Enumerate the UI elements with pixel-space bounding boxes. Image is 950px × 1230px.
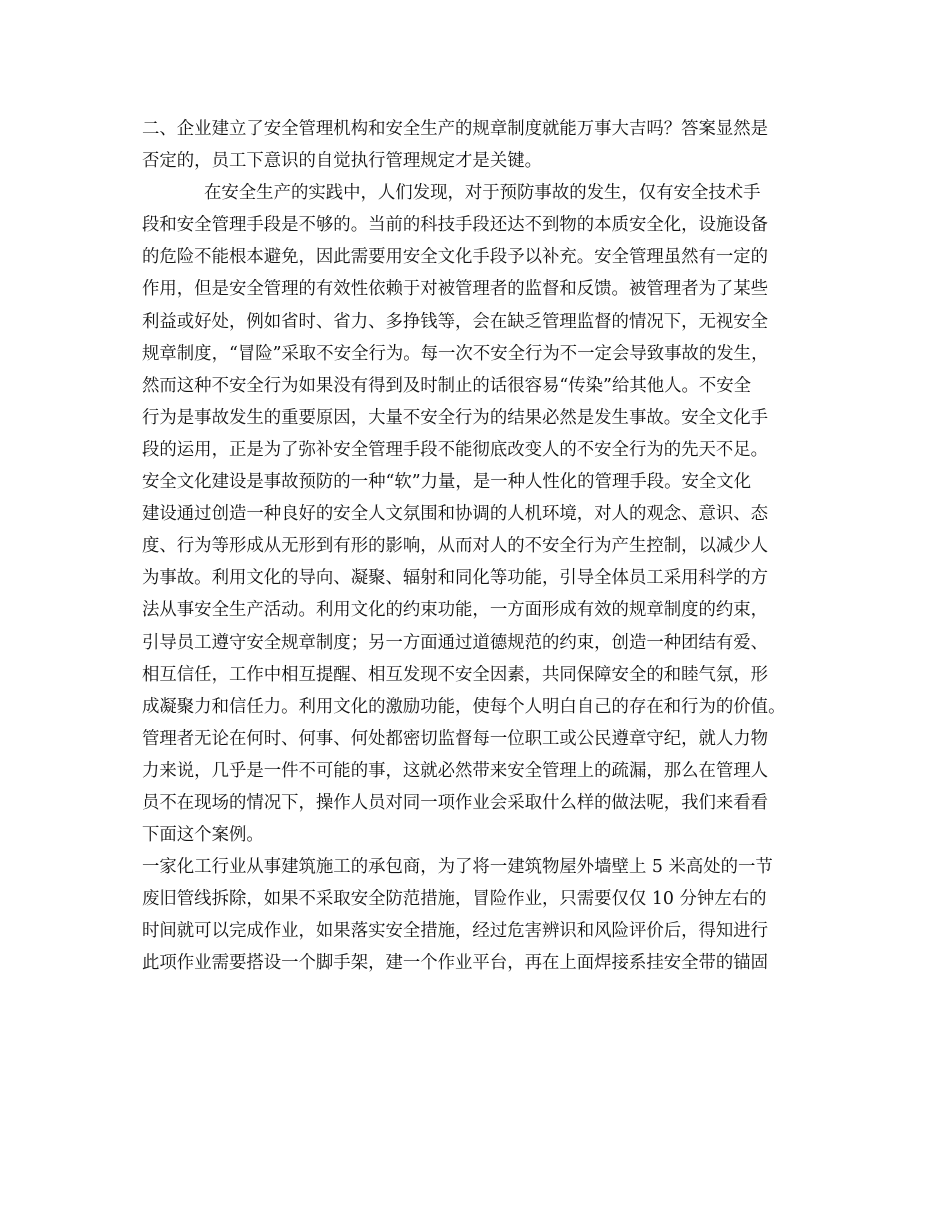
text-line: 员不在现场的情况下，操作人员对同一项作业会采取什么样的做法呢，我们来看看	[142, 792, 769, 813]
paragraph-first-line: 在安全生产的实践中，人们发现，对于预防事故的发生，仅有安全技术手	[204, 183, 761, 204]
text-line: 管理者无论在何时、何事、何处都密切监督每一位职工或公民遵章守纪，就人力物	[142, 728, 769, 749]
text-line: 为事故。利用文化的导向、凝聚、辐射和同化等功能，引导全体员工采用科学的方	[142, 568, 769, 589]
text-line: 引导员工遵守安全规章制度；另一方面通过道德规范的约束，创造一种团结有爱、	[142, 632, 769, 653]
text-line: 相互信任，工作中相互提醒、相互发现不安全因素，共同保障安全的和睦气氛，形	[142, 664, 769, 685]
text-line: 一家化工行业从事建筑施工的承包商，为了将一建筑物屋外墙壁上 5 米高处的一节	[142, 857, 773, 878]
text-line: 二、企业建立了安全管理机构和安全生产的规章制度就能万事大吉吗？答案显然是	[142, 119, 769, 139]
text-line: 的危险不能根本避免，因此需要用安全文化手段予以补充。安全管理虽然有一定的	[142, 247, 769, 268]
text-line: 度、行为等形成从无形到有形的影响，从而对人的不安全行为产生控制，以减少人	[142, 536, 769, 557]
text-line: 安全文化建设是事故预防的一种“软”力量，是一种人性化的管理手段。安全文化	[142, 472, 752, 493]
text-line: 然而这种不安全行为如果没有得到及时制止的话很容易“传染”给其他人。不安全	[142, 375, 752, 396]
text-line: 力来说，几乎是一件不可能的事，这就必然带来安全管理上的疏漏，那么在管理人	[142, 760, 769, 781]
text-line: 作用，但是安全管理的有效性依赖于对被管理者的监督和反馈。被管理者为了某些	[142, 279, 769, 300]
text-line: 废旧管线拆除，如果不采取安全防范措施，冒险作业，只需要仅仅 10 分钟左右的	[142, 889, 767, 910]
text-line: 建设通过创造一种良好的安全人文氛围和协调的人机环境，对人的观念、意识、态	[142, 504, 769, 525]
text-line: 时间就可以完成作业，如果落实安全措施，经过危害辨识和风险评价后，得知进行	[142, 921, 769, 942]
text-line: 段和安全管理手段是不够的。当前的科技手段还达不到物的本质安全化，设施设备	[142, 215, 769, 236]
text-line: 此项作业需要搭设一个脚手架，建一个作业平台，再在上面焊接系挂安全带的锚固	[142, 953, 769, 974]
text-line: 法从事安全生产活动。利用文化的约束功能，一方面形成有效的规章制度的约束，	[142, 600, 769, 621]
text-line: 利益或好处，例如省时、省力、多挣钱等，会在缺乏管理监督的情况下，无视安全	[142, 311, 769, 332]
text-line: 成凝聚力和信任力。利用文化的激励功能，使每个人明白自己的存在和行为的价值。	[142, 696, 786, 717]
text-line: 下面这个案例。	[142, 825, 264, 846]
body-text	[142, 113, 822, 980]
text-line: 行为是事故发生的重要原因，大量不安全行为的结果必然是发生事故。安全文化手	[142, 407, 769, 428]
text-line: 否定的，员工下意识的自觉执行管理规定才是关键。	[142, 151, 542, 172]
text-line: 段的运用，正是为了弥补安全管理手段不能彻底改变人的不安全行为的先天不足。	[142, 439, 769, 460]
text-line: 规章制度，“冒险”采取不安全行为。每一次不安全行为不一定会导致事故的发生，	[142, 343, 769, 364]
